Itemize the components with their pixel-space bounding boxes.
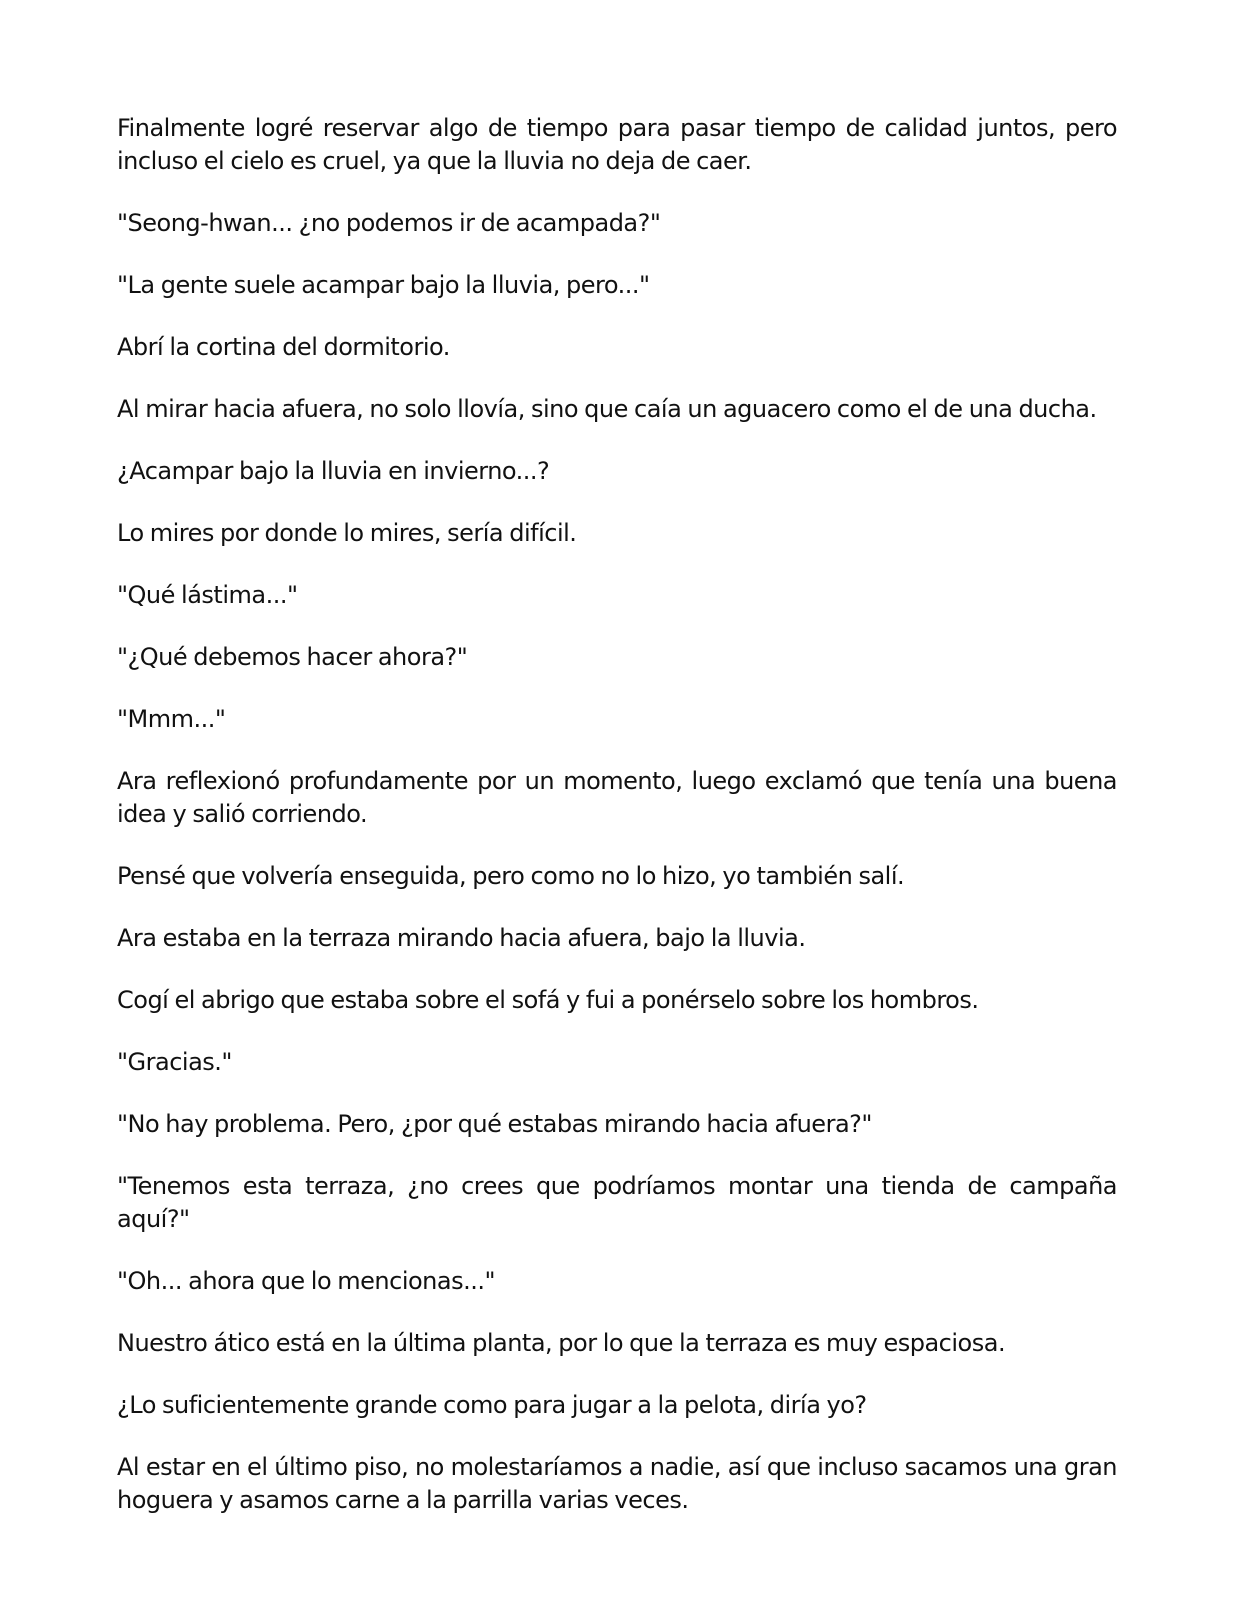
paragraph: "No hay problema. Pero, ¿por qué estabas mirando hacia afuera?" — [117, 1110, 872, 1138]
paragraph: "Oh... ahora que lo mencionas..." — [117, 1267, 496, 1295]
paragraph: Cogí el abrigo que estaba sobre el sofá y fui a ponérselo sobre los hombros. — [117, 986, 979, 1014]
paragraph: Abrí la cortina del dormitorio. — [117, 333, 450, 361]
paragraph: ¿Acampar bajo la lluvia en invierno...? — [117, 457, 550, 485]
paragraph: Ara reflexionó profundamente por un momento, luego exclamó que tenía una buena idea y salió corriendo. — [117, 767, 1117, 828]
paragraph: "Seong-hwan... ¿no podemos ir de acampada?" — [117, 209, 661, 237]
paragraph: "Tenemos esta terraza, ¿no crees que podríamos montar una tienda de campaña aquí?" — [117, 1172, 1117, 1233]
paragraph: "La gente suele acampar bajo la lluvia, pero..." — [117, 271, 650, 299]
paragraph: Ara estaba en la terraza mirando hacia afuera, bajo la lluvia. — [117, 924, 806, 952]
paragraph: Pensé que volvería enseguida, pero como no lo hizo, yo también salí. — [117, 862, 905, 890]
paragraph: Al mirar hacia afuera, no solo llovía, sino que caía un aguacero como el de una ducha. — [117, 395, 1097, 423]
paragraph: Finalmente logré reservar algo de tiempo para pasar tiempo de calidad juntos, pero incluso el cielo es cruel, ya que la lluvia no deja de caer. — [117, 114, 1117, 175]
paragraph: ¿Lo suficientemente grande como para jugar a la pelota, diría yo? — [117, 1391, 867, 1419]
paragraph: Lo mires por donde lo mires, sería difícil. — [117, 519, 577, 547]
paragraph: "Mmm..." — [117, 705, 226, 733]
paragraph: Al estar en el último piso, no molestaríamos a nadie, así que incluso sacamos una gran hoguera y asamos carne a la parrilla varias veces. — [117, 1453, 1117, 1514]
paragraph: "¿Qué debemos hacer ahora?" — [117, 643, 468, 671]
paragraph: "Gracias." — [117, 1048, 232, 1076]
document-page — [117, 112, 1117, 1517]
paragraph: Nuestro ático está en la última planta, por lo que la terraza es muy espaciosa. — [117, 1329, 1006, 1357]
paragraph: "Qué lástima..." — [117, 581, 298, 609]
